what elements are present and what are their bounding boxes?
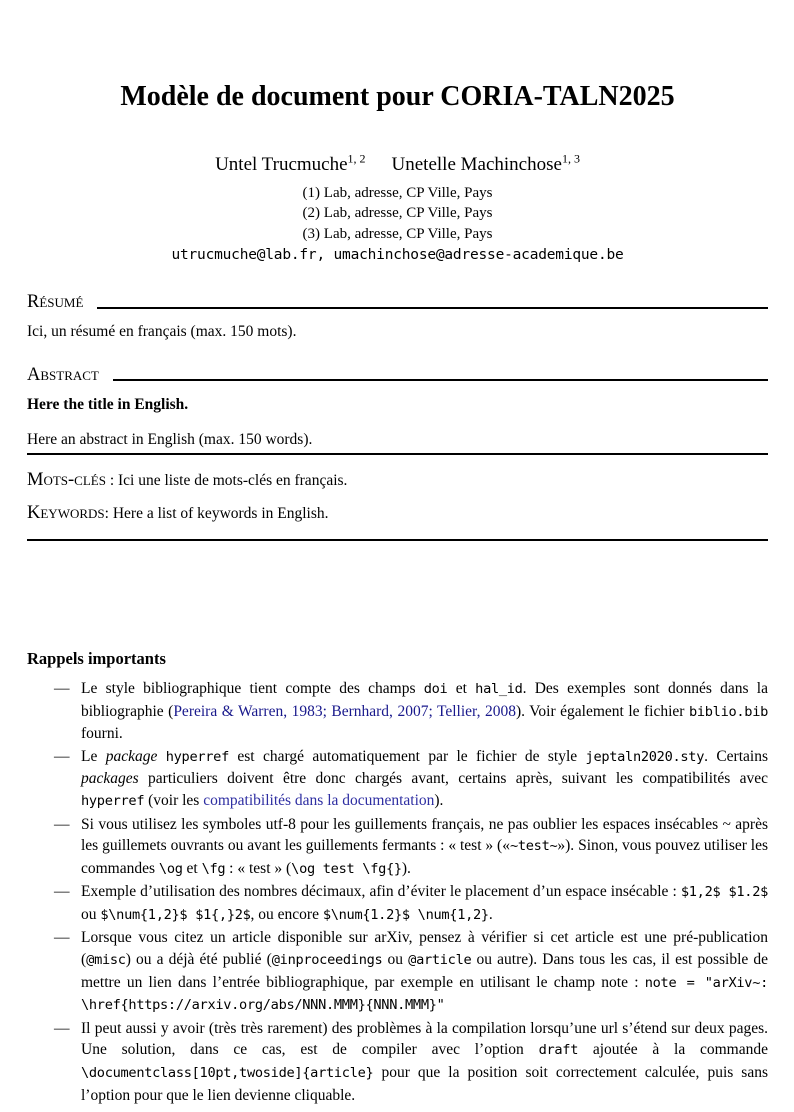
text-run: , ou encore xyxy=(250,905,323,923)
affiliation-line: (2) Lab, adresse, CP Ville, Pays xyxy=(302,205,493,222)
text-run: particuliers doivent être donc chargés avant, certains après, suivant les compatibilités avec xyxy=(138,770,768,788)
english-title: Here the title in English. xyxy=(27,395,189,413)
heading-rule xyxy=(113,379,768,381)
text-run: ). Voir également le fichier xyxy=(515,702,689,720)
keywords-separator: : xyxy=(104,504,113,522)
text-run: pour que la position soit correctement calculée, puis sans l’option pour que le lien devienne cliquable. xyxy=(81,1064,768,1104)
text-run: . xyxy=(488,905,493,923)
author xyxy=(391,151,580,175)
separator-rule xyxy=(27,539,768,541)
text-run: ou autre). Dans tous les cas, il est possible de mettre un lien dans l’entrée bibliographique, par exemple en utilisant le champ note : xyxy=(81,951,769,991)
inline-code: ~test~ xyxy=(509,838,558,855)
inline-code: \og xyxy=(158,860,183,877)
text-run: fourni. xyxy=(81,725,123,743)
affiliation-block xyxy=(27,183,768,245)
author xyxy=(215,151,366,175)
author-name: Unetelle Machinchose xyxy=(391,153,562,175)
citation-link[interactable]: Pereira & Warren, 1983; Bernhard, 2007; Tellier, 2008 xyxy=(173,702,516,720)
inline-code: @misc xyxy=(86,952,126,969)
list-marker: — xyxy=(54,1019,70,1037)
resume-text: Ici, un résumé en français (max. 150 mots). xyxy=(27,322,297,340)
text-run: ). xyxy=(401,859,411,877)
text-run: ) ou a déjà été publié ( xyxy=(125,951,272,969)
text-run: ajoutée à la commande xyxy=(578,1041,768,1059)
motscles-label: Mots-clés xyxy=(27,469,106,490)
abstract-text: Here an abstract in English (max. 150 words). xyxy=(27,429,768,455)
inline-code: hal_id xyxy=(475,680,523,697)
list-marker: — xyxy=(54,679,70,697)
inline-code: \fg xyxy=(201,860,226,877)
text-run: Il peut aussi y avoir (très très rarement) des problèmes à la compilation lorsqu’une url s’étend sur deux pages. Une solution, dans ce cas, est de compiler avec l’option xyxy=(81,1019,768,1059)
abstract-heading: Abstract xyxy=(27,364,99,385)
text-run: Lorsque vous citez un article disponible sur arXiv, pensez à vérifier si cet article est une pré-publication ( xyxy=(81,929,768,969)
emphasis-text: package xyxy=(105,747,158,765)
resume-heading-row xyxy=(27,293,768,312)
motscles-line xyxy=(27,470,768,491)
resume-heading: Résumé xyxy=(27,292,84,313)
author-line xyxy=(27,151,768,176)
text-run: . Des exemples sont donnés dans la bibliographie ( xyxy=(81,679,768,720)
list-item xyxy=(27,814,768,881)
text-run: ). xyxy=(434,791,444,809)
list-item xyxy=(27,1018,768,1106)
inline-code: $\num{1.2}$ \num{1,2} xyxy=(322,906,489,923)
text-run: . Certains xyxy=(704,747,768,765)
list-marker: — xyxy=(54,929,70,947)
keywords-text: Here a list of keywords in English. xyxy=(112,504,329,522)
list-item xyxy=(27,678,768,745)
list-marker: — xyxy=(54,815,70,833)
text-run: : « test » ( xyxy=(225,859,292,877)
text-run: Le xyxy=(81,747,106,765)
text-run: Si vous utilisez les symboles utf-8 pour les guillements français, ne pas oublier les espaces insécables ~ après les guillemets ouvrants ou avant les guillements fermants : « test » (« xyxy=(81,815,768,855)
inline-code: \og test \fg{} xyxy=(291,860,402,877)
inline-code: jeptaln2020.sty xyxy=(585,748,705,765)
text-run: et xyxy=(447,679,476,697)
affiliation-line: (3) Lab, adresse, CP Ville, Pays xyxy=(302,225,493,242)
text-run: »). Sinon, vous pouvez utiliser les commandes xyxy=(81,837,768,877)
section-heading: Rappels importants xyxy=(27,648,166,668)
inline-code: doi xyxy=(423,680,448,697)
affiliation-line: (1) Lab, adresse, CP Ville, Pays xyxy=(302,184,493,201)
list-marker: — xyxy=(54,747,70,765)
inline-code: note = "arXiv~: \href{https://arxiv.org/abs/NNN.MMM}{NNN.MMM}" xyxy=(81,974,776,1014)
inline-code: biblio.bib xyxy=(688,703,768,720)
author-superscript: 1, 3 xyxy=(561,151,580,166)
author-superscript: 1, 2 xyxy=(347,151,366,166)
important-reminders-list xyxy=(27,678,776,1106)
inline-code: $\num{1,2}$ $1{,}2$ xyxy=(100,906,251,923)
email-line[interactable]: utrucmuche@lab.fr, umachinchose@adresse-academique.be xyxy=(171,247,624,264)
inline-code: @article xyxy=(408,952,472,969)
text-run: ou xyxy=(81,905,101,923)
list-item xyxy=(27,746,768,813)
emphasis-text: packages xyxy=(81,770,139,788)
keywords-label: Keywords xyxy=(27,502,105,523)
list-marker: — xyxy=(54,883,70,901)
text-run: (voir les xyxy=(144,791,204,809)
motscles-text: Ici une liste de mots-clés en français. xyxy=(118,471,348,489)
motscles-separator: : xyxy=(105,471,119,489)
keywords-line xyxy=(27,503,768,524)
heading-rule xyxy=(97,307,768,309)
inline-code: hyperref xyxy=(81,792,145,809)
inline-code: @inproceedings xyxy=(271,952,383,969)
text-run xyxy=(157,748,165,765)
list-item xyxy=(27,881,768,926)
text-run: et xyxy=(182,859,202,877)
abstract-heading-row xyxy=(27,366,768,385)
inline-code: draft xyxy=(538,1042,579,1059)
text-run: Le style bibliographique tient compte des champs xyxy=(81,679,424,697)
text-run: ou xyxy=(382,951,409,969)
list-item xyxy=(27,927,776,1016)
text-run: Exemple d’utilisation des nombres décimaux, afin d’éviter le placement d’un espace insécable : xyxy=(81,883,681,901)
author-name: Untel Trucmuche xyxy=(215,153,348,175)
text-run: est chargé automatiquement par le fichier de style xyxy=(228,747,586,765)
inline-code: hyperref xyxy=(165,748,229,765)
page-title: Modèle de document pour CORIA-TALN2025 xyxy=(120,81,675,112)
hyperlink[interactable]: compatibilités dans la documentation xyxy=(203,791,435,809)
inline-code: $1,2$ $1.2$ xyxy=(680,884,768,901)
inline-code: \documentclass[10pt,twoside]{article} xyxy=(81,1065,374,1082)
